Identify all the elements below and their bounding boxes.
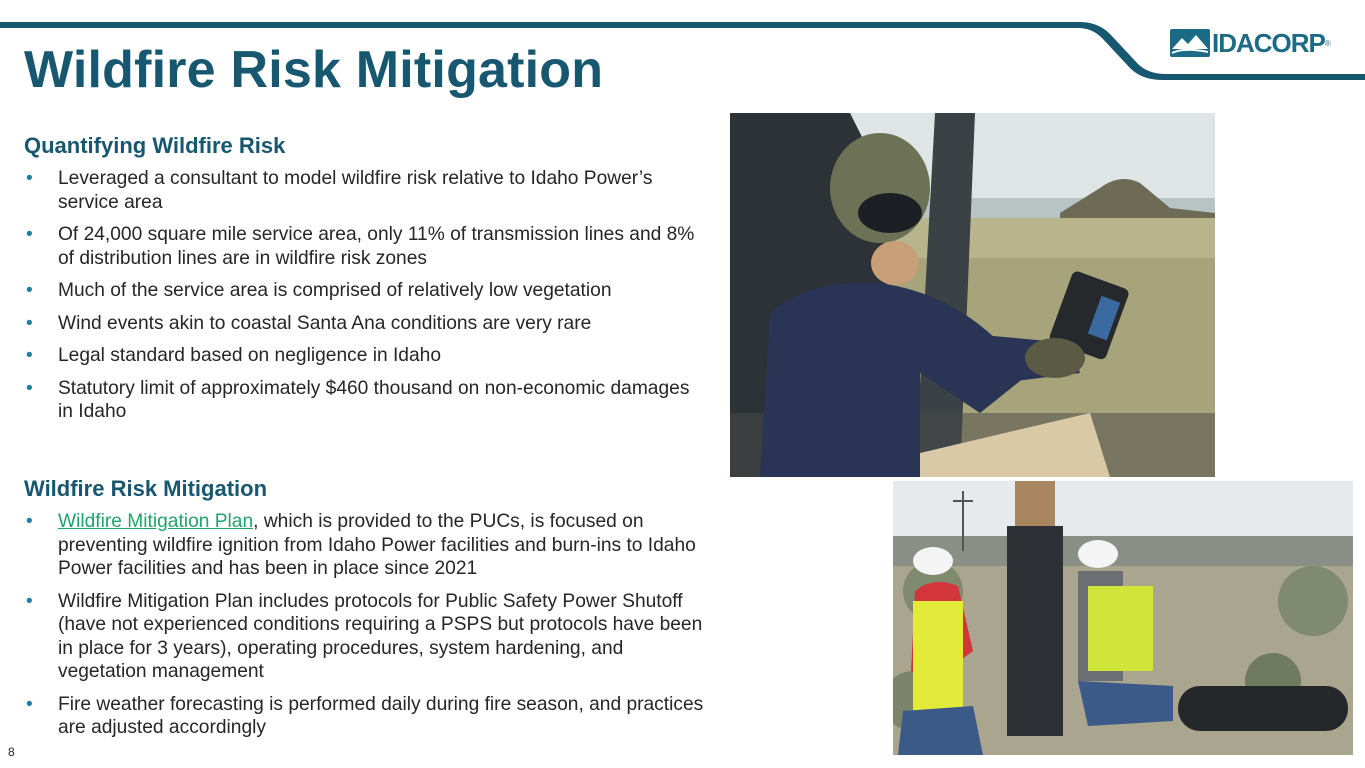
slide-title: Wildfire Risk Mitigation [24,41,604,99]
bullet-text: Legal standard based on negligence in Idaho [58,345,441,366]
bullet-icon: • [26,280,33,301]
bullet-item [24,344,704,368]
bullet-icon: • [26,377,33,399]
wildfire-mitigation-plan-link[interactable]: Wildfire Mitigation Plan [58,511,254,532]
bullet-icon: • [26,693,33,715]
bullet-item [24,167,704,214]
page-number: 8 [8,745,15,759]
bullet-icon: • [26,168,33,189]
bullet-icon: • [26,345,33,366]
bullet-text: Fire weather forecasting is performed daily during fire season, and practices are adjusted accordingly [58,693,704,738]
bullet-item [24,377,704,424]
bullet-item [24,510,704,581]
bullet-text: Wildfire Mitigation Plan includes protocols for Public Safety Power Shutoff (have not experienced conditions requiring a PSPS but protocols have been in place for 3 years), operating procedures, system hardening, and vegetation management [58,590,703,682]
bullet-text: Wind events akin to coastal Santa Ana conditions are very rare [58,312,592,334]
helicopter-inspection-photo [730,113,1215,477]
bullet-icon: • [26,511,33,532]
bullet-item [24,312,704,336]
quantifying-heading: Quantifying Wildfire Risk [24,133,286,158]
quantifying-section [24,133,704,433]
bullet-item [24,590,704,684]
bullet-icon: • [26,224,33,245]
bullet-icon: • [26,590,33,612]
mitigation-heading: Wildfire Risk Mitigation [24,476,268,501]
bullet-text: , which is provided to the PUCs, is focused on preventing wildfire ignition from Idaho Power facilities and burn-ins to Idaho Power facilities and has been in place since 2021 [58,511,696,579]
quantifying-bullet-list [24,167,704,424]
bullet-text: Of 24,000 square mile service area, only 11% of transmission lines and 8% of distribution lines are in wildfire risk zones [58,224,695,269]
bullet-item [24,223,704,270]
bullet-item [24,279,704,303]
mitigation-section [24,476,704,749]
logo-wordmark: IDACORP [1212,27,1325,58]
bullet-text: Statutory limit of approximately $460 thousand on non-economic damages in Idaho [58,377,690,422]
bullet-icon: • [26,312,33,334]
mitigation-bullet-list [24,510,704,740]
idacorp-logo [1170,28,1331,58]
pole-wrapping-crew-photo [893,481,1353,755]
bullet-item [24,693,704,740]
bullet-text: Leveraged a consultant to model wildfire risk relative to Idaho Power’s service area [58,168,653,213]
bullet-text: Much of the service area is comprised of relatively low vegetation [58,280,612,301]
registered-mark: ® [1324,38,1331,48]
mountain-logo-icon [1170,29,1210,57]
